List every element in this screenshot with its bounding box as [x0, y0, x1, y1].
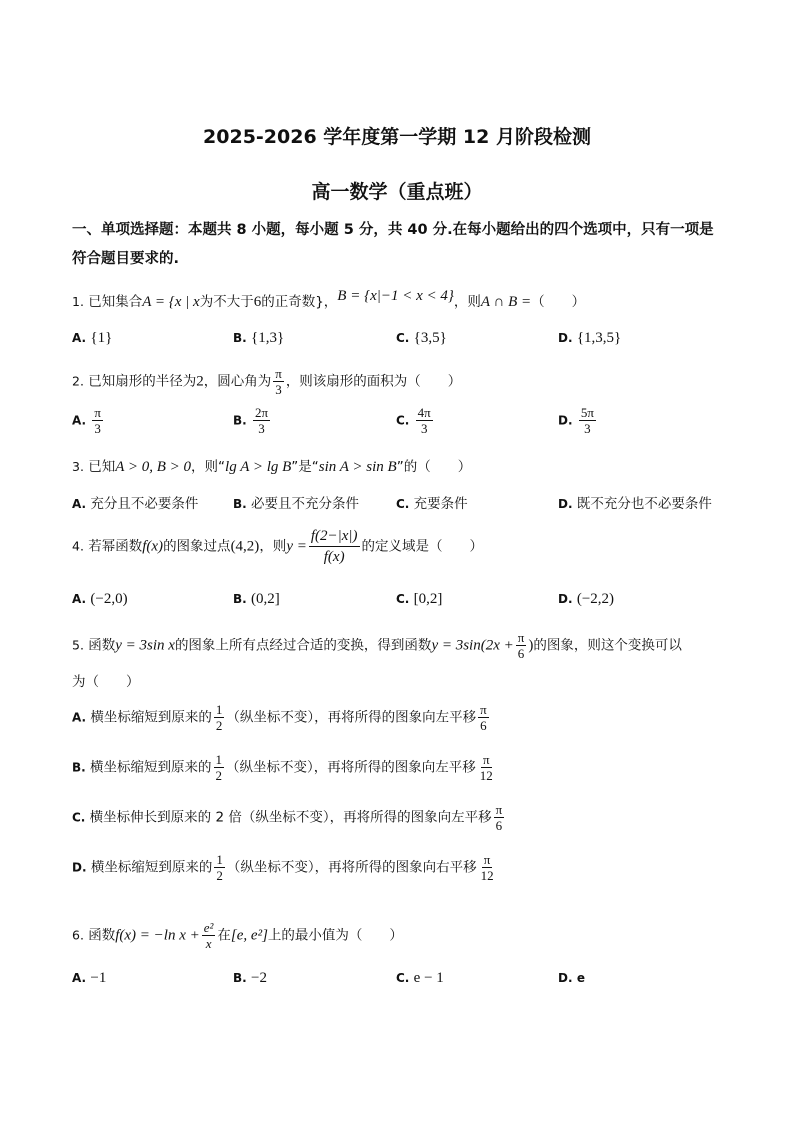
question-6 [72, 920, 724, 951]
question-5-cont [72, 670, 724, 690]
q5-function-2b: ) [528, 637, 534, 654]
q2-option-d[interactable] [558, 405, 598, 436]
q1-text-2: 为不大于 [199, 294, 254, 310]
q1-expr: A ∩ B = [480, 294, 532, 310]
q6-function: f(x) = −ln x + [115, 927, 200, 944]
numerator: e² [203, 920, 214, 935]
option-fraction [214, 752, 225, 783]
q3-statement-q: sin A > sin B [318, 459, 397, 475]
option-text: −2 [251, 970, 267, 986]
option-label: D. [558, 413, 573, 428]
option-label: B. [233, 497, 247, 511]
denominator: x [205, 936, 212, 951]
option-text: （纵坐标不变），再将所得的图象向右平移 [226, 859, 477, 876]
q3-option-d[interactable] [558, 492, 712, 512]
option-fraction [579, 405, 596, 436]
q5-function-1: y = 3sin x [115, 637, 175, 654]
question-number: 5. [72, 637, 84, 653]
option-label: B. [233, 413, 247, 428]
q2-option-b[interactable] [233, 405, 272, 436]
option-text: (0,2] [251, 591, 280, 607]
question-3 [72, 455, 724, 476]
option-label: A. [72, 331, 87, 345]
option-label: A. [72, 710, 87, 725]
q1-set-a-var: x | x [174, 294, 200, 310]
option-label: B. [233, 592, 247, 606]
numerator: π [480, 702, 487, 717]
q2-option-a[interactable] [72, 405, 105, 436]
q6-text-2: 在 [217, 927, 231, 944]
option-text: （纵坐标不变），再将所得的图象向左平移 [226, 759, 476, 776]
numerator: π [94, 405, 101, 420]
q5-option-d[interactable] [72, 852, 498, 883]
option-label: D. [558, 331, 573, 345]
q4-fx: f(x) [142, 538, 164, 555]
option-text: 必要且不充分条件 [251, 496, 360, 512]
denominator: 2 [215, 768, 223, 783]
option-label: A. [72, 592, 87, 606]
q1-set-b: B = {x|−1 < x < 4} [337, 288, 454, 304]
q3-condition: A > 0, B > 0 [115, 459, 192, 475]
option-fraction [214, 852, 225, 883]
q6-fraction [202, 920, 216, 951]
q6-text-1: 函数 [88, 927, 116, 944]
q1-text-4: ，则 [453, 294, 481, 310]
q3-text-2: ，则“ [191, 459, 226, 475]
q4-option-b[interactable] [233, 591, 280, 608]
q5-option-b[interactable] [72, 752, 497, 783]
q2-text-2: ，圆心角为 [203, 373, 272, 390]
q2-text-1: 已知扇形的半径为 [88, 373, 197, 390]
q2-radius: 2 [196, 373, 204, 390]
option-label: D. [558, 497, 573, 511]
option-text: （纵坐标不变），再将所得的图象向左平移 [226, 709, 477, 726]
option-text: 充要条件 [413, 496, 468, 512]
option-label: C. [72, 810, 86, 825]
q4-y: y = [286, 538, 307, 555]
option-text: {3,5} [413, 330, 447, 346]
option-text: 横坐标缩短到原来的 [90, 709, 212, 726]
question-number: 1. [72, 294, 84, 309]
option-label: B. [233, 331, 247, 345]
numerator: 4π [417, 405, 431, 420]
option-text: {1,3} [251, 330, 285, 346]
q6-option-a[interactable] [72, 970, 106, 987]
option-text: 充分且不必要条件 [90, 496, 199, 512]
q1-option-a[interactable] [72, 330, 112, 347]
denominator: 6 [495, 818, 503, 833]
option-text: e − 1 [413, 970, 444, 986]
q4-option-a[interactable] [72, 591, 128, 608]
option-text: {1} [90, 330, 113, 346]
q5-option-a[interactable] [72, 702, 491, 733]
option-label: B. [233, 971, 247, 985]
numerator: π [495, 802, 503, 817]
q3-option-c[interactable] [396, 492, 468, 512]
q1-option-b[interactable] [233, 330, 284, 347]
q3-statement-p: lg A > lg B [225, 459, 292, 475]
denominator: 3 [420, 421, 428, 436]
numerator: 1 [215, 702, 223, 717]
q5-text-4: 为（ ） [72, 674, 140, 690]
q1-text-1: 已知集合 [88, 294, 143, 310]
q4-text-2: 的图象过点 [163, 538, 231, 555]
option-fraction [253, 405, 270, 436]
numerator: π [482, 752, 490, 767]
q4-text-4: 的定义域是（ ） [361, 538, 484, 555]
option-fraction [92, 405, 103, 436]
option-label: C. [396, 331, 410, 345]
option-text: (−2,0) [90, 591, 128, 607]
numerator: 1 [215, 752, 223, 767]
option-label: A. [72, 497, 87, 511]
option-fraction [479, 852, 496, 883]
option-label: B. [72, 760, 86, 775]
option-label: C. [396, 971, 410, 985]
denominator: 6 [517, 646, 525, 661]
q3-text-3: ”是“ [291, 459, 319, 475]
q5-text-1: 函数 [88, 637, 116, 654]
option-label: D. [558, 971, 573, 985]
q1-option-d[interactable] [558, 330, 621, 347]
q5-fraction [516, 630, 527, 661]
option-fraction [478, 752, 495, 783]
question-number: 4. [72, 538, 84, 554]
numerator: π [275, 366, 282, 381]
q1-text-5: （ ） [531, 294, 586, 310]
denominator: 2 [216, 868, 223, 883]
numerator: π [483, 852, 491, 867]
option-label: D. [72, 860, 87, 875]
q3-text-4: ”的（ ） [396, 459, 472, 475]
denominator: f(x) [323, 549, 345, 565]
numerator: 2π [255, 405, 269, 420]
option-text: 横坐标缩短到原来的 [90, 759, 212, 776]
option-text: [0,2] [413, 591, 443, 607]
question-4 [72, 526, 724, 567]
option-fraction [214, 702, 225, 733]
q4-option-d[interactable] [558, 591, 614, 608]
option-text: (−2,2) [576, 591, 615, 607]
question-1 [72, 290, 724, 311]
q1-six: 6 [253, 294, 262, 310]
exam-subtitle: 高一数学（重点班） [311, 181, 483, 203]
q5-function-2a: y = 3sin(2x + [431, 637, 514, 654]
question-2 [72, 366, 724, 397]
question-number: 6. [72, 927, 84, 943]
question-5 [72, 630, 724, 661]
denominator: 3 [94, 421, 101, 436]
q6-option-c[interactable] [396, 970, 444, 987]
option-fraction [494, 802, 505, 833]
denominator: 12 [479, 768, 493, 783]
q3-option-b[interactable] [233, 492, 359, 512]
option-label: C. [396, 497, 410, 511]
question-number: 2. [72, 373, 84, 389]
question-number: 3. [72, 459, 84, 474]
denominator: 12 [480, 868, 494, 883]
option-fraction [416, 405, 433, 436]
option-text: −1 [90, 970, 107, 986]
q6-text-3: 上的最小值为（ ） [267, 927, 403, 944]
option-text: 横坐标伸长到原来的 2 倍 [89, 809, 242, 826]
denominator: 3 [584, 421, 591, 436]
q5-text-3: 的图象，则这个变换可以 [533, 637, 682, 654]
option-text: e [576, 971, 585, 985]
option-label: A. [72, 413, 87, 428]
q2-option-c[interactable] [396, 405, 435, 436]
option-label: A. [72, 971, 87, 985]
q4-point: (4,2) [230, 538, 260, 555]
q5-text-2: 的图象上所有点经过合适的变换，得到函数 [174, 637, 432, 654]
q3-text-1: 已知 [88, 459, 116, 475]
numerator: f(2−|x|) [309, 526, 360, 547]
denominator: 2 [215, 718, 223, 733]
q4-option-c[interactable] [396, 591, 442, 608]
q4-fraction [309, 526, 360, 567]
section-instructions: 一、单项选择题：本题共 8 小题，每小题 5 分，共 40 分.在每小题给出的四个选项中，只有一项是符合题目要求的. [72, 222, 714, 267]
q6-option-d[interactable] [558, 970, 585, 986]
numerator: 5π [580, 405, 594, 420]
option-fraction [478, 702, 489, 733]
q1-set-a-lhs: A = { [142, 294, 175, 310]
option-label: D. [558, 592, 573, 606]
option-text: 既不充分也不必要条件 [576, 496, 712, 512]
denominator: 3 [275, 382, 282, 397]
q1-option-c[interactable] [396, 330, 447, 347]
q1-text-3: 的正奇数}， [261, 294, 338, 310]
numerator: 1 [216, 852, 223, 867]
exam-title: 2025-2026 学年度第一学期 12 月阶段检测 [203, 126, 591, 148]
denominator: 3 [258, 421, 265, 436]
option-text: {1,3,5} [576, 330, 622, 346]
option-text: 横坐标缩短到原来的 [90, 859, 213, 876]
denominator: 6 [480, 718, 487, 733]
option-label: C. [396, 592, 410, 606]
q6-interval: [e, e²] [230, 927, 268, 944]
q2-text-3: ，则该扇形的面积为（ ） [285, 373, 462, 390]
q4-text-3: ，则 [259, 538, 287, 555]
q3-option-a[interactable] [72, 492, 198, 512]
q4-text-1: 若幂函数 [88, 538, 143, 555]
option-label: C. [396, 413, 410, 428]
option-text: （纵坐标不变），再将所得的图象向左平移 [241, 809, 492, 826]
numerator: π [517, 630, 525, 645]
q5-option-c[interactable] [72, 802, 506, 833]
q6-option-b[interactable] [233, 970, 267, 987]
q2-angle-fraction [273, 366, 284, 397]
